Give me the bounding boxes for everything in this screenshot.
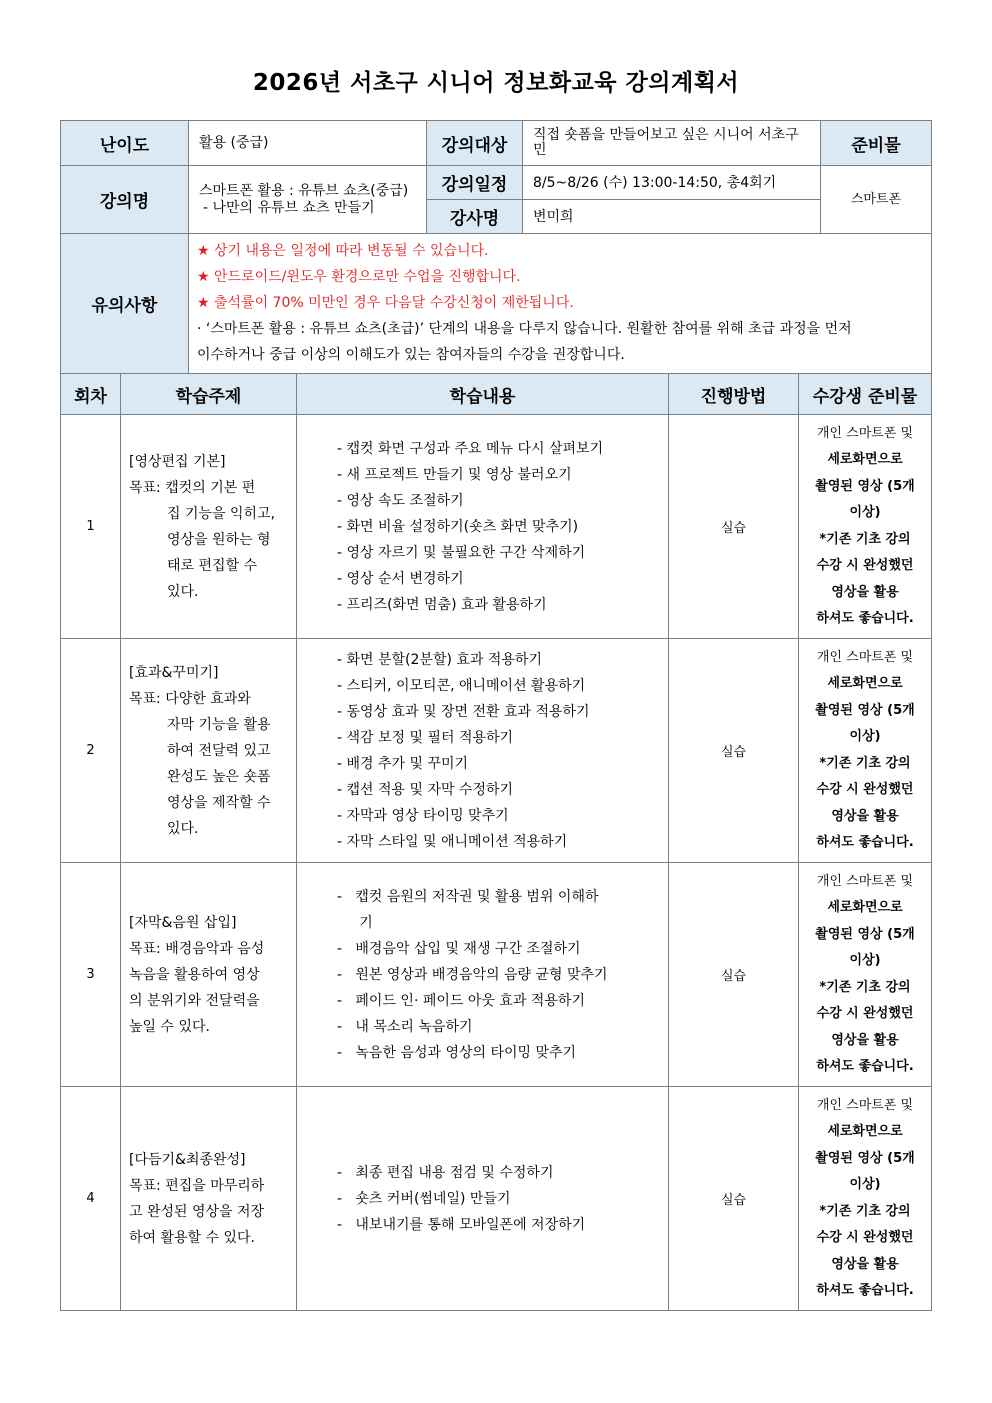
goal-line: 완성도 높은 숏폼 (167, 768, 271, 785)
notes-content (189, 234, 932, 374)
session-number: 2 (61, 639, 121, 863)
goal-line: 목표: 배경음악과 음성 (129, 940, 265, 957)
course-name-line2: - 나만의 유튜브 쇼츠 만들기 (203, 199, 375, 216)
method-value: 실습 (669, 639, 799, 863)
prep-line: 이상) (849, 505, 881, 520)
content-cell (297, 639, 669, 863)
target-label: 강의대상 (427, 121, 523, 166)
topic-cell (121, 639, 297, 863)
materials-value: 스마트폰 (821, 166, 932, 234)
level-value: 활용 (중급) (189, 121, 427, 166)
header-preparation: 수강생 준비물 (799, 374, 932, 415)
prep-line: 세로화면으로 (827, 452, 903, 467)
goal-line: 태로 편집할 수 (167, 557, 258, 574)
header-content: 학습내용 (297, 374, 669, 415)
goal-line: 있다. (167, 583, 199, 600)
content-item: - 자막과 영상 타이밍 맞추기 (337, 807, 509, 824)
content-item: - 내보내기를 통해 모바일폰에 저장하기 (337, 1216, 586, 1233)
topic-title: [효과&꾸미기] (129, 664, 219, 681)
goal-line: 하여 활용할 수 있다. (129, 1229, 255, 1246)
note-line: · ‘스마트폰 활용 : 유튜브 쇼츠(초급)’ 단계의 내용을 다루지 않습니다. 원활한 참여를 위해 초급 과정을 먼저 (197, 320, 852, 337)
warning-line: ★ 출석률이 70% 미만인 경우 다음달 수강신청이 제한됩니다. (197, 294, 574, 311)
preparation-cell (799, 639, 932, 863)
prep-line: *기존 기초 강의 (819, 1203, 911, 1219)
goal-line: 녹음을 활용하여 영상 (129, 966, 260, 983)
instructor-value: 변미희 (523, 200, 821, 234)
prep-line: 개인 스마트폰 및 (816, 1097, 914, 1113)
goal-line: 영상을 원하는 형 (167, 531, 271, 548)
content-item: - 내 목소리 녹음하기 (337, 1018, 473, 1035)
content-item: - 프리즈(화면 멈춤) 효과 활용하기 (337, 596, 547, 613)
course-label: 강의명 (61, 166, 189, 234)
table-row (61, 1087, 932, 1311)
page-title: 2026년 서초구 시니어 정보화교육 강의계획서 (252, 70, 740, 96)
instructor-label: 강사명 (427, 200, 523, 234)
header-session: 회차 (61, 374, 121, 415)
prep-line: 영상을 활용 (831, 808, 899, 824)
level-label: 난이도 (61, 121, 189, 166)
content-item: - 영상 순서 변경하기 (337, 570, 464, 587)
prep-line: 수강 시 완성했던 (816, 1006, 914, 1021)
note-line: 이수하거나 중급 이상의 이해도가 있는 참여자들의 수강을 권장합니다. (197, 346, 625, 363)
content-item: - 배경음악 삽입 및 재생 구간 조절하기 (337, 940, 581, 957)
content-cell (297, 415, 669, 639)
prep-line: 하셔도 좋습니다. (816, 1283, 914, 1298)
prep-line: 촬영된 영상 (5개 (815, 702, 915, 718)
prep-line: 하셔도 좋습니다. (816, 611, 914, 626)
schedule-value: 8/5~8/26 (수) 13:00-14:50, 총4회기 (523, 166, 821, 200)
method-value: 실습 (669, 415, 799, 639)
method-value: 실습 (669, 863, 799, 1087)
method-value: 실습 (669, 1087, 799, 1311)
goal-line: 고 완성된 영상을 저장 (129, 1203, 265, 1220)
content-item: - 색감 보정 및 필터 적용하기 (337, 729, 514, 746)
prep-line: 이상) (849, 729, 881, 744)
prep-line: 영상을 활용 (831, 584, 899, 600)
course-name (189, 166, 427, 234)
prep-line: *기존 기초 강의 (819, 979, 911, 995)
prep-line: 개인 스마트폰 및 (816, 425, 914, 441)
prep-line: 개인 스마트폰 및 (816, 649, 914, 665)
topic-title: [다듬기&최종완성] (129, 1151, 246, 1168)
prep-line: 이상) (849, 953, 881, 968)
table-row (61, 639, 932, 863)
content-item: - 동영상 효과 및 장면 전환 효과 적용하기 (337, 703, 590, 720)
content-item: - 페이드 인· 페이드 아웃 효과 적용하기 (337, 992, 585, 1009)
prep-line: 세로화면으로 (827, 676, 903, 691)
header-method: 진행방법 (669, 374, 799, 415)
topic-title: [영상편집 기본] (129, 453, 226, 470)
target-value: 직접 숏폼을 만들어보고 싶은 시니어 서초구민 (523, 121, 821, 166)
prep-line: *기존 기초 강의 (819, 531, 911, 547)
prep-line: 세로화면으로 (827, 1124, 903, 1139)
content-item: - 캡컷 음원의 저작권 및 활용 범위 이해하 (337, 888, 599, 905)
content-item: - 화면 비율 설정하기(숏츠 화면 맞추기) (337, 518, 579, 535)
prep-line: 촬영된 영상 (5개 (815, 1150, 915, 1166)
content-item: - 화면 분할(2분할) 효과 적용하기 (337, 651, 542, 668)
preparation-cell (799, 415, 932, 639)
preparation-cell (799, 1087, 932, 1311)
content-item: - 녹음한 음성과 영상의 타이밍 맞추기 (337, 1044, 577, 1061)
content-item: - 영상 속도 조절하기 (337, 492, 464, 509)
prep-line: 하셔도 좋습니다. (816, 835, 914, 850)
goal-line: 목표: 다양한 효과와 (129, 690, 251, 707)
course-name-line1: 스마트폰 활용 : 유튜브 쇼츠(중급) (199, 182, 409, 199)
content-item: - 새 프로젝트 만들기 및 영상 불러오기 (337, 466, 572, 483)
goal-line: 자막 기능을 활용 (167, 716, 271, 733)
session-number: 1 (61, 415, 121, 639)
table-row (61, 863, 932, 1087)
prep-line: 수강 시 완성했던 (816, 782, 914, 797)
goal-line: 영상을 제작할 수 (167, 794, 271, 811)
goal-line: 목표: 캡컷의 기본 편 (129, 479, 256, 496)
prep-line: 하셔도 좋습니다. (816, 1059, 914, 1074)
content-cell (297, 863, 669, 1087)
content-cell (297, 1087, 669, 1311)
content-item: 기 (337, 914, 373, 931)
goal-line: 의 분위기와 전달력을 (129, 992, 260, 1009)
prep-line: 세로화면으로 (827, 900, 903, 915)
topic-cell (121, 1087, 297, 1311)
goal-line: 있다. (167, 820, 199, 837)
prep-line: 개인 스마트폰 및 (816, 873, 914, 889)
prep-line: 영상을 활용 (831, 1256, 899, 1272)
content-item: - 캡컷 화면 구성과 주요 메뉴 다시 살펴보기 (337, 440, 604, 457)
content-item: - 스티커, 이모티콘, 애니메이션 활용하기 (337, 677, 586, 694)
notes-label: 유의사항 (61, 234, 189, 374)
session-number: 3 (61, 863, 121, 1087)
prep-line: 수강 시 완성했던 (816, 1230, 914, 1245)
content-item: - 캡션 적용 및 자막 수정하기 (337, 781, 514, 798)
prep-line: 영상을 활용 (831, 1032, 899, 1048)
prep-line: 이상) (849, 1177, 881, 1192)
content-item: - 영상 자르기 및 불필요한 구간 삭제하기 (337, 544, 586, 561)
prep-line: 수강 시 완성했던 (816, 558, 914, 573)
session-number: 4 (61, 1087, 121, 1311)
prep-line: 촬영된 영상 (5개 (815, 926, 915, 942)
content-item: - 배경 추가 및 꾸미기 (337, 755, 469, 772)
content-item: - 최종 편집 내용 점검 및 수정하기 (337, 1164, 554, 1181)
warning-line: ★ 상기 내용은 일정에 따라 변동될 수 있습니다. (197, 242, 489, 259)
prep-line: *기존 기초 강의 (819, 755, 911, 771)
content-item: - 자막 스타일 및 애니메이션 적용하기 (337, 833, 568, 850)
warning-line: ★ 안드로이드/윈도우 환경으로만 수업을 진행합니다. (197, 268, 521, 285)
topic-cell (121, 415, 297, 639)
header-topic: 학습주제 (121, 374, 297, 415)
goal-line: 하여 전달력 있고 (167, 742, 271, 759)
course-info-table (60, 120, 932, 374)
schedule-label: 강의일정 (427, 166, 523, 200)
goal-line: 목표: 편집을 마무리하 (129, 1177, 265, 1194)
topic-cell (121, 863, 297, 1087)
goal-line: 집 기능을 익히고, (167, 505, 276, 522)
preparation-cell (799, 863, 932, 1087)
schedule-table (60, 373, 932, 1311)
topic-title: [자막&음원 삽입] (129, 914, 237, 931)
materials-label: 준비물 (821, 121, 932, 166)
goal-line: 높일 수 있다. (129, 1018, 210, 1035)
content-item: - 원본 영상과 배경음악의 음량 균형 맞추기 (337, 966, 608, 983)
table-row (61, 415, 932, 639)
content-item: - 숏츠 커버(썸네일) 만들기 (337, 1190, 511, 1207)
prep-line: 촬영된 영상 (5개 (815, 478, 915, 494)
